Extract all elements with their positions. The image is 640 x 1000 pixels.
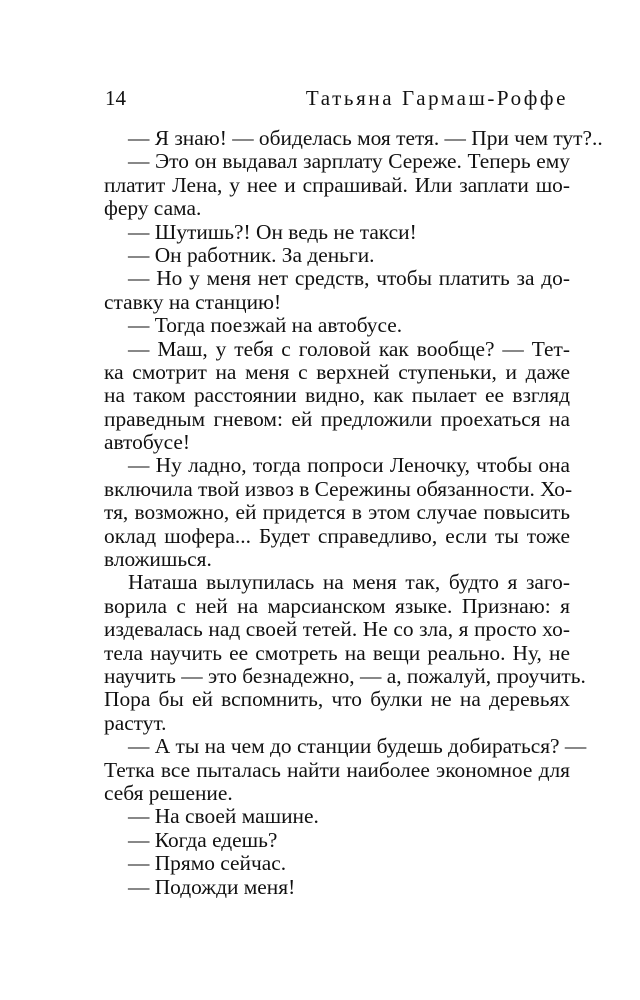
text-line: Тетка все пыталась найти наиболее экономное для (104, 757, 570, 782)
text-line: платит Лена, у нее и спрашивай. Или заплати шо- (104, 172, 570, 197)
text-line: на таком расстоянии видно, как пылает ее взгляд (104, 383, 570, 408)
text-line: — Когда едешь? (128, 827, 278, 852)
text-line: Пора бы ей вспомнить, что булки не на деревьях (104, 687, 570, 712)
text-line: вложишься. (104, 547, 212, 572)
text-line: — Ну ладно, тогда попроси Леночку, чтобы она (128, 453, 570, 478)
text-line: — Я знаю! — обиделась моя тетя. — При чем тут?.. (128, 126, 603, 150)
text-line: научить — это безнадежно, — а, пожалуй, проучить. (104, 663, 586, 688)
text-line: — Но у меня нет средств, чтобы платить за до- (128, 266, 570, 291)
body-text (104, 126, 603, 899)
text-line: Наташа вылупилась на меня так, будто я заго- (128, 570, 570, 595)
text-line: праведным гневом: ей предложили проехаться на (104, 406, 570, 431)
text-line: издевалась над своей тетей. Не со зла, я просто хо- (104, 617, 570, 642)
text-line: тела научить ее смотреть на вещи реально. Ну, не (104, 640, 570, 665)
text-line: — А ты на чем до станции будешь добираться? — (128, 734, 587, 759)
running-head: Татьяна Гармаш-Роффе (305, 86, 568, 110)
text-line: оклад шофера... Будет справедливо, если ты тоже (104, 523, 570, 548)
text-line: себя решение. (104, 780, 233, 805)
text-line: ставку на станцию! (104, 289, 282, 314)
text-line: — Это он выдавал зарплату Сереже. Теперь ему (128, 149, 570, 174)
text-line: — Он работник. За деньги. (128, 242, 375, 267)
text-line: — Тогда поезжай на автобусе. (128, 313, 403, 338)
text-line: феру сама. (104, 196, 202, 221)
text-line: — Шутишь?! Он ведь не такси! (128, 219, 417, 244)
text-line: автобусе! (104, 430, 190, 455)
text-line: — Маш, у тебя с головой как вообще? — Тет- (128, 336, 570, 361)
text-line: — Подожди меня! (128, 874, 296, 899)
page-number: 14 (105, 86, 126, 110)
text-line: ка смотрит на меня с верхней ступеньки, и даже (104, 359, 570, 384)
text-line: растут. (104, 710, 167, 735)
text-line: — Прямо сейчас. (128, 851, 287, 876)
page-header (0, 86, 640, 116)
text-line: — На своей машине. (128, 804, 319, 829)
text-line: тя, возможно, ей придется в этом случае повысить (104, 500, 570, 525)
text-line: включила твой извоз в Сережины обязанности. Хо- (104, 476, 573, 501)
text-line: ворила с ней на марсианском языке. Признаю: я (104, 593, 570, 618)
